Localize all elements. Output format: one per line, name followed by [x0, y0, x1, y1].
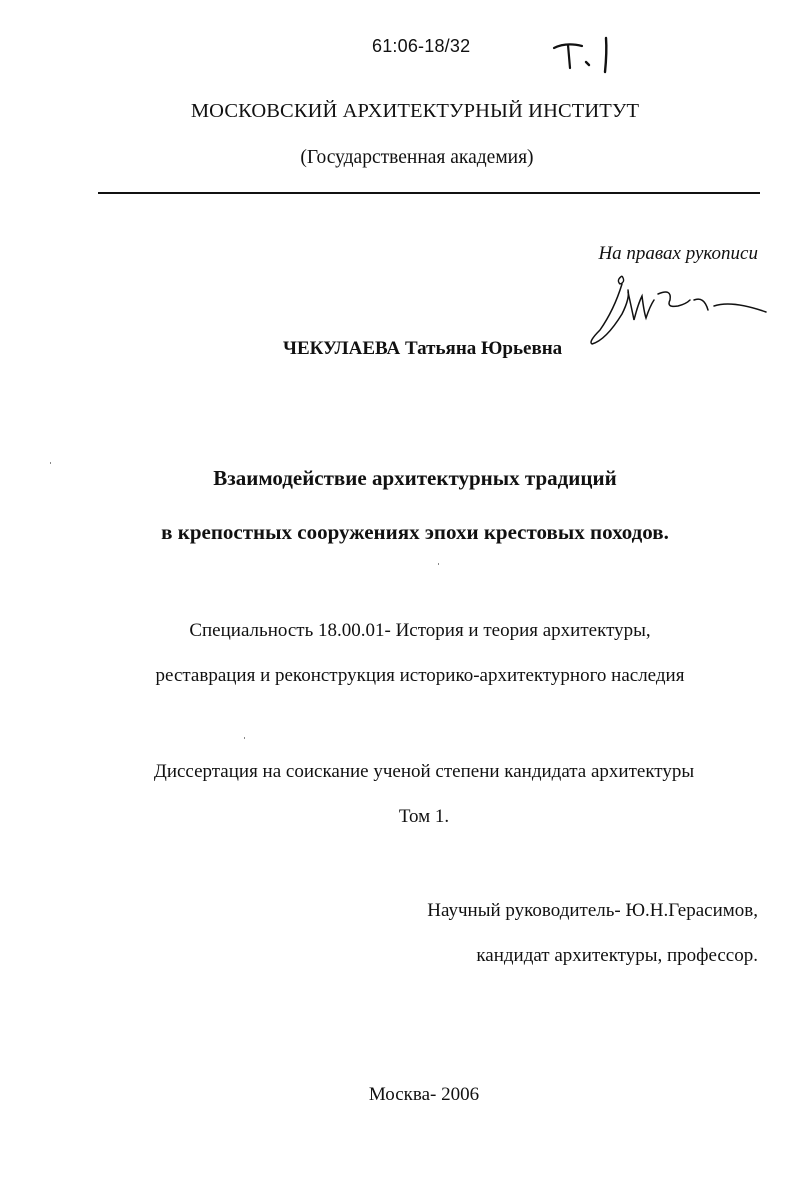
scan-speck	[50, 462, 51, 464]
archive-code: 61:06-18/32	[372, 36, 471, 56]
advisor-name: Научный руководитель- Ю.Н.Герасимов,	[427, 900, 758, 921]
academy-subtitle: (Государственная академия)	[300, 147, 534, 168]
dissertation-title-line-1: Взаимодействие архитектурных традиций	[213, 466, 617, 490]
scan-speck	[244, 737, 245, 739]
dissertation-title-line-2: в крепостных сооружениях эпохи крестовых походов.	[161, 520, 669, 544]
handwritten-volume-mark	[548, 28, 628, 78]
advisor-credentials: кандидат архитектуры, профессор.	[476, 945, 758, 966]
institute-name: МОСКОВСКИЙ АРХИТЕКТУРНЫЙ ИНСТИТУТ	[190, 100, 640, 122]
specialty-line-2: реставрация и реконструкция историко-архитектурного наследия	[155, 665, 685, 686]
author-name: ЧЕКУЛАЕВА Татьяна Юрьевна	[283, 338, 563, 359]
author-signature	[582, 270, 772, 350]
manuscript-rights-note: На правах рукописи	[598, 243, 758, 264]
degree-statement: Диссертация на соискание ученой степени кандидата архитектуры	[153, 761, 695, 782]
header-divider	[98, 192, 760, 194]
scan-speck	[438, 563, 439, 565]
specialty-line-1: Специальность 18.00.01- История и теория архитектуры,	[189, 620, 651, 641]
volume-number: Том 1.	[398, 806, 450, 827]
city-year: Москва- 2006	[368, 1084, 480, 1105]
